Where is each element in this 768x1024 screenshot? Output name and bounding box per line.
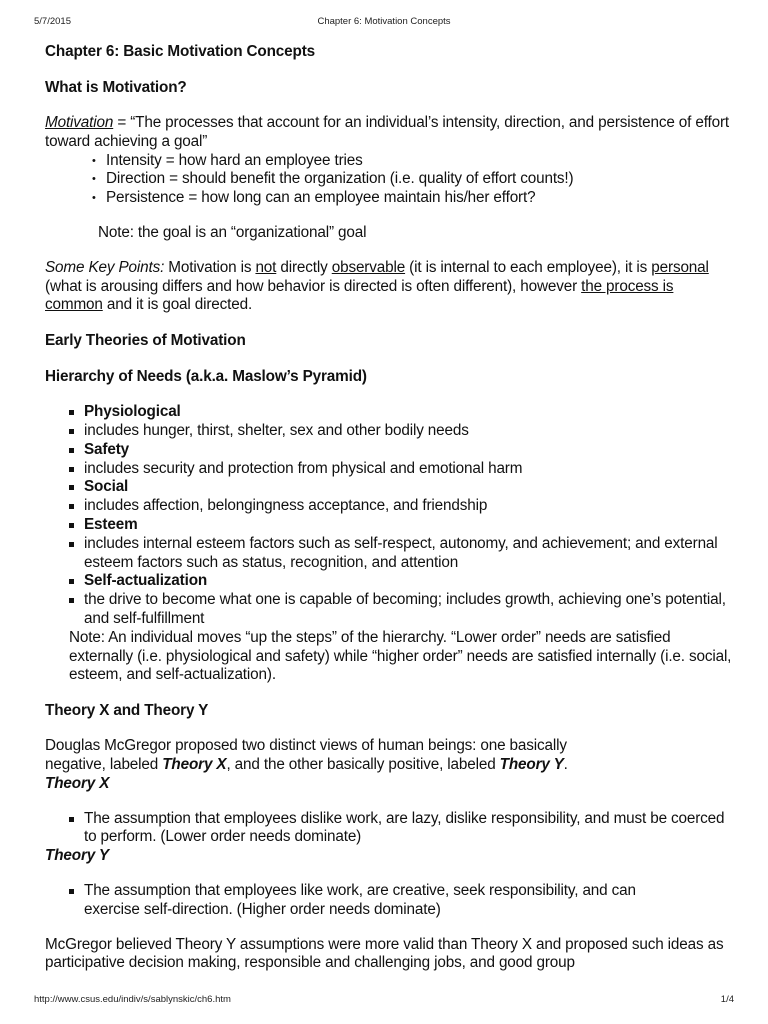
need-description: the drive to become what one is capable of becoming; includes growth, achieving one’s potential, and self-fulfillment (45, 591, 735, 629)
list-item: • Direction = should benefit the organization (i.e. quality of effort counts!) (45, 170, 735, 189)
print-date: 5/7/2015 (34, 16, 71, 27)
list-item: • Persistence = how long can an employee maintain his/her effort? (45, 189, 735, 208)
need-description: includes security and protection from physical and emotional harm (45, 460, 735, 479)
need-description: includes internal esteem factors such as self-respect, autonomy, and achievement; and external esteem factors such as status, recognition, and attention (45, 535, 735, 573)
print-title: Chapter 6: Motivation Concepts (317, 16, 451, 27)
need-name: Esteem (45, 516, 735, 535)
maslow-heading: Hierarchy of Needs (a.k.a. Maslow’s Pyramid) (45, 368, 367, 386)
need-name: Physiological (45, 403, 735, 422)
needs-list (45, 403, 735, 629)
key-points-paragraph: Some Key Points: Motivation is not directly observable (it is internal to each employee), it is personal (what is arousing differs and how behavior is directed is often different), however the process is common and it is goal directed. (45, 258, 709, 314)
closing-paragraph: McGregor believed Theory Y assumptions were more valid than Theory X and proposed such ideas as participative decision making, responsible and challenging jobs, and good group (45, 935, 724, 972)
what-is-motivation-heading: What is Motivation? (45, 79, 187, 96)
theory-xy-heading: Theory X and Theory Y (45, 702, 209, 720)
theory-x-list (45, 810, 735, 848)
list-item: The assumption that employees like work, are creative, seek responsibility, and can exercise self-direction. (Higher order needs dominate) (45, 882, 735, 920)
list-item: • Intensity = how hard an employee tries (45, 152, 735, 171)
need-name: Self-actualization (45, 572, 735, 591)
theory-x-label: Theory X (45, 774, 110, 792)
need-description: includes affection, belongingness acceptance, and friendship (45, 497, 735, 516)
theory-y-label: Theory Y (45, 847, 109, 865)
goal-note: Note: the goal is an “organizational” goal (98, 223, 367, 241)
page-number: 1/4 (720, 994, 734, 1005)
document-body (45, 42, 735, 973)
motivation-definition: Motivation = “The processes that account for an individual’s intensity, direction, and persistence of effort toward achieving a goal” (45, 114, 730, 150)
chapter-title: Chapter 6: Basic Motivation Concepts (45, 43, 315, 60)
early-theories-heading: Early Theories of Motivation (45, 332, 246, 350)
page-url: http://www.csus.edu/indiv/s/sablynskic/ch6.htm (34, 994, 231, 1005)
need-description: includes hunger, thirst, shelter, sex and other bodily needs (45, 422, 735, 441)
need-name: Social (45, 478, 735, 497)
motivation-components (45, 152, 735, 208)
need-name: Safety (45, 441, 735, 460)
theory-y-list (45, 882, 735, 920)
list-item: The assumption that employees dislike work, are lazy, dislike responsibility, and must be coerced to perform. (Lower order needs dominate) (45, 810, 735, 848)
motivation-term: Motivation (45, 114, 114, 131)
mcgregor-paragraph: Douglas McGregor proposed two distinct views of human beings: one basically negative, labeled Theory X, and the other basically positive, labeled Theory Y. (45, 737, 568, 773)
hierarchy-note: Note: An individual moves “up the steps” of the hierarchy. “Lower order” needs are satisfied externally (i.e. physiological and safety) while “higher order” needs are satisfied internally (i.e. social, esteem, and self-actualization). (69, 628, 732, 684)
